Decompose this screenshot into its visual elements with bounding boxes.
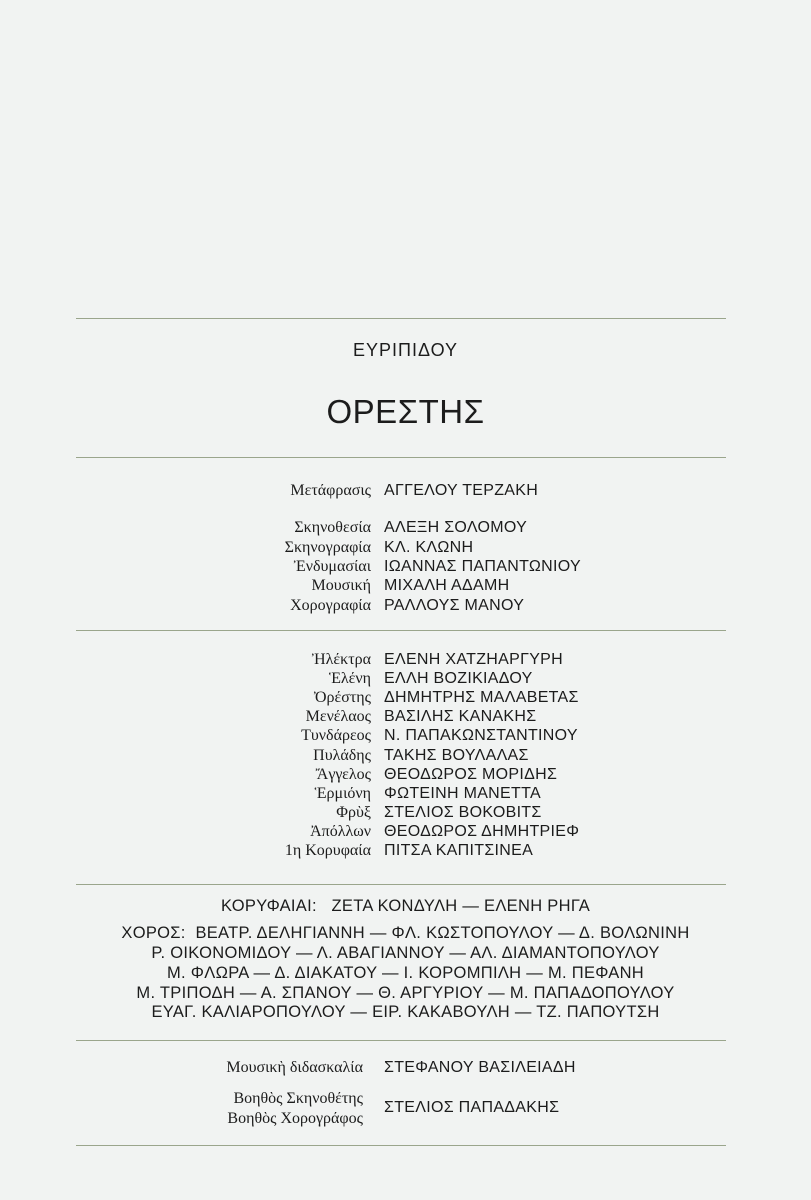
cast-role: 1η Κορυφαία [284, 842, 371, 859]
credit-name: ΑΛΕΞΗ ΣΟΛΟΜΟΥ [384, 519, 528, 536]
credit-label: Μουσική [311, 577, 371, 594]
cast-actor: ΘΕΟΔΩΡΟΣ ΜΟΡΙΔΗΣ [384, 766, 558, 783]
credit-assistants-name [0, 1099, 811, 1121]
chorus-line: Μ. ΤΡΙΠΟΔΗ — Α. ΣΠΑΝΟΥ — Θ. ΑΡΓΥΡΙΟΥ — Μ. ΠΑΠΑΔΟΠΟΥΛΟΥ [136, 984, 675, 1002]
chorus-line: ΧΟΡΟΣ: ΒΕΑΤΡ. ΔΕΛΗΓΙΑΝΝΗ — ΦΛ. ΚΩΣΤΟΠΟΥΛΟΥ — Δ. ΒΟΛΩΝΙΝΗ [121, 924, 690, 942]
cast-role: Ἑλένη [328, 670, 371, 687]
divider-credits [76, 630, 726, 631]
cast-role: Τυνδάρεος [301, 727, 371, 744]
credit-name: ΜΙΧΑΛΗ ΑΔΑΜΗ [384, 577, 510, 594]
divider-chorus [76, 1040, 726, 1041]
credit-name: ΚΛ. ΚΛΩΝΗ [384, 539, 474, 556]
cast-role: Ὀρέστης [313, 689, 371, 706]
chorus-line: Μ. ΦΛΩΡΑ — Δ. ΔΙΑΚΑΤΟΥ — Ι. ΚΟΡΟΜΠΙΛΗ — Μ. ΠΕΦΑΝΗ [166, 964, 645, 982]
divider-title [76, 457, 726, 458]
chorus-line: Ρ. ΟΙΚΟΝΟΜΙΔΟΥ — Λ. ΑΒΑΓΙΑΝΝΟΥ — ΑΛ. ΔΙΑΜΑΝΤΟΠΟΥΛΟΥ [151, 944, 660, 962]
play-title: ΟΡΕΣΤΗΣ [326, 393, 485, 430]
divider-bottom [76, 1145, 726, 1146]
credit-label: Βοηθὸς Χορογράφος [227, 1110, 363, 1127]
credit-label: Σκηνογραφία [284, 539, 371, 556]
cast-actor: ΦΩΤΕΙΝΗ ΜΑΝΕΤΤΑ [384, 785, 541, 802]
credit-music-teaching [0, 1059, 811, 1081]
credit-translation [0, 482, 811, 504]
cast-role: Ἑρμιόνη [314, 785, 371, 802]
cast-row [0, 727, 811, 749]
credit-label: Μουσικὴ διδασκαλία [226, 1059, 363, 1076]
cast-actor: ΔΗΜΗΤΡΗΣ ΜΑΛΑΒΕΤΑΣ [384, 689, 579, 706]
cast-role: Φρὺξ [336, 804, 371, 821]
credit-name: ΣΤΕΛΙΟΣ ΠΑΠΑΔΑΚΗΣ [384, 1099, 560, 1116]
credit-label: Μετάφρασις [290, 482, 371, 499]
cast-role: Μενέλαος [305, 708, 371, 725]
cast-role: Ἠλέκτρα [311, 651, 371, 668]
cast-actor: ΣΤΕΛΙΟΣ ΒΟΚΟΒΙΤΣ [384, 804, 542, 821]
koryfaiai-line: ΚΟΡΥΦΑΙΑΙ: ΖΕΤΑ ΚΟΝΔΥΛΗ — ΕΛΕΝΗ ΡΗΓΑ [220, 897, 591, 915]
credit-name: ΡΑΛΛΟΥΣ ΜΑΝΟΥ [384, 597, 525, 614]
credit-label: Χορογραφία [290, 597, 371, 614]
credit-label: Ἐνδυμασίαι [293, 558, 371, 575]
divider-cast [76, 884, 726, 885]
cast-actor: Ν. ΠΑΠΑΚΩΝΣΤΑΝΤΙΝΟΥ [384, 727, 578, 744]
cast-role: Ἀπόλλων [310, 823, 371, 840]
credit-name: ΣΤΕΦΑΝΟΥ ΒΑΣΙΛΕΙΑΔΗ [384, 1059, 576, 1076]
chorus-line: ΕΥΑΓ. ΚΑΛΙΑΡΟΠΟΥΛΟΥ — ΕΙΡ. ΚΑΚΑΒΟΥΛΗ — ΤΖ. ΠΑΠΟΥΤΣΗ [151, 1003, 660, 1021]
cast-actor: ΕΛΕΝΗ ΧΑΤΖΗΑΡΓΥΡΗ [384, 651, 563, 668]
cast-row [0, 842, 811, 864]
divider-top [76, 318, 726, 319]
cast-actor: ΒΑΣΙΛΗΣ ΚΑΝΑΚΗΣ [384, 708, 537, 725]
credit-name: ΑΓΓΕΛΟΥ ΤΕΡΖΑΚΗ [384, 482, 539, 499]
credit-label: Σκηνοθεσία [294, 519, 371, 536]
credit-row [0, 597, 811, 619]
credit-row [0, 519, 811, 541]
cast-role: Ἄγγελος [315, 766, 371, 783]
cast-actor: ΘΕΟΔΩΡΟΣ ΔΗΜΗΤΡΙΕΦ [384, 823, 580, 840]
credit-name: ΙΩΑΝΝΑΣ ΠΑΠΑΝΤΩΝΙΟΥ [384, 558, 581, 575]
cast-actor: ΠΙΤΣΑ ΚΑΠΙΤΣΙΝΕΑ [384, 842, 534, 859]
author-heading: ΕΥΡΙΠΙΔΟΥ [352, 340, 459, 360]
cast-actor: ΤΑΚΗΣ ΒΟΥΛΑΛΑΣ [384, 747, 529, 764]
credit-row [0, 577, 811, 599]
cast-role: Πυλάδης [313, 747, 371, 764]
cast-actor: ΕΛΛΗ ΒΟΖΙΚΙΑΔΟΥ [384, 670, 533, 687]
credit-label: Βοηθὸς Σκηνοθέτης [233, 1090, 363, 1107]
